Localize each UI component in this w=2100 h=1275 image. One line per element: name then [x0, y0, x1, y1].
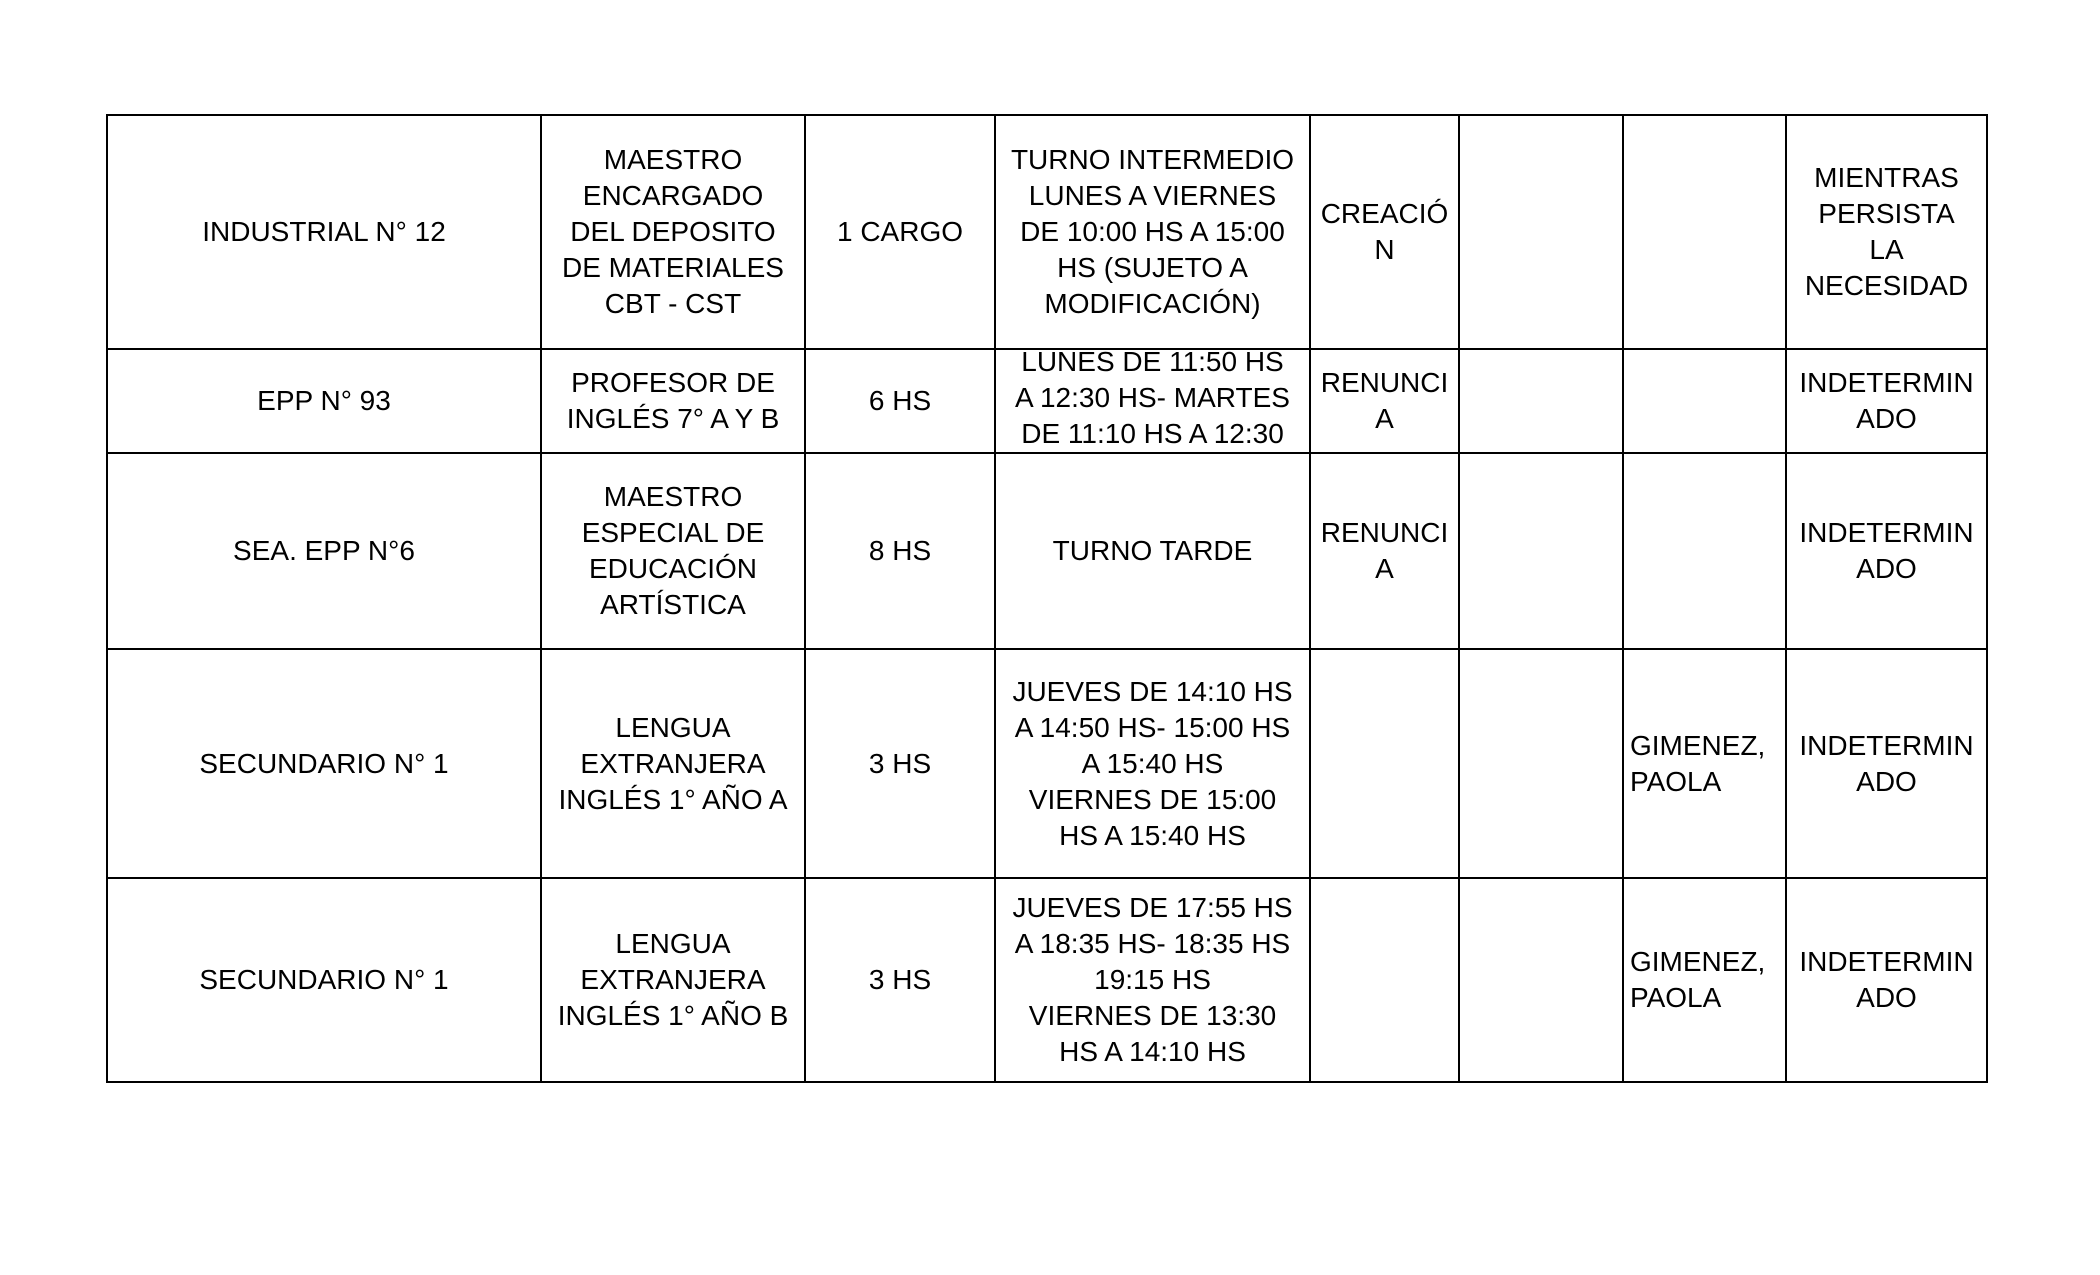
school-cell: SECUNDARIO N° 1	[107, 649, 541, 878]
schedule-cell: JUEVES DE 17:55 HS A 18:35 HS- 18:35 HS 19:15 HS VIERNES DE 13:30 HS A 14:10 HS	[995, 878, 1310, 1082]
load-cell: 6 HS	[805, 349, 995, 453]
empty-cell	[1459, 453, 1623, 649]
school-cell: EPP N° 93	[107, 349, 541, 453]
reason-cell	[1310, 878, 1459, 1082]
table-row	[107, 349, 1987, 453]
position-cell: PROFESOR DE INGLÉS 7° A Y B	[541, 349, 805, 453]
duration-cell: INDETERMIN ADO	[1786, 453, 1987, 649]
empty-cell	[1459, 878, 1623, 1082]
schedule-cell: JUEVES DE 14:10 HS A 14:50 HS- 15:00 HS A 15:40 HS VIERNES DE 15:00 HS A 15:40 HS	[995, 649, 1310, 878]
school-cell: INDUSTRIAL N° 12	[107, 115, 541, 349]
reason-cell	[1310, 649, 1459, 878]
position-cell: MAESTRO ENCARGADO DEL DEPOSITO DE MATERIALES CBT - CST	[541, 115, 805, 349]
teacher-cell	[1623, 115, 1786, 349]
empty-cell	[1459, 115, 1623, 349]
load-cell: 1 CARGO	[805, 115, 995, 349]
schedule-cell: TURNO INTERMEDIO LUNES A VIERNES DE 10:00 HS A 15:00 HS (SUJETO A MODIFICACIÓN)	[995, 115, 1310, 349]
reason-cell: RENUNCI A	[1310, 453, 1459, 649]
schedule-cell: TURNO TARDE	[995, 453, 1310, 649]
table-row	[107, 115, 1987, 349]
duration-cell: MIENTRAS PERSISTA LA NECESIDAD	[1786, 115, 1987, 349]
duration-cell: INDETERMIN ADO	[1786, 878, 1987, 1082]
reason-cell: RENUNCI A	[1310, 349, 1459, 453]
position-cell: LENGUA EXTRANJERA INGLÉS 1° AÑO A	[541, 649, 805, 878]
vacancy-table	[106, 114, 1988, 1083]
reason-cell: CREACIÓ N	[1310, 115, 1459, 349]
table-row	[107, 453, 1987, 649]
school-cell: SECUNDARIO N° 1	[107, 878, 541, 1082]
position-cell: LENGUA EXTRANJERA INGLÉS 1° AÑO B	[541, 878, 805, 1082]
load-cell: 8 HS	[805, 453, 995, 649]
table-row	[107, 649, 1987, 878]
schedule-text: LUNES DE 11:50 HS A 12:30 HS- MARTES DE 11:10 HS A 12:30	[1015, 349, 1290, 449]
table-row	[107, 878, 1987, 1082]
load-cell: 3 HS	[805, 649, 995, 878]
empty-cell	[1459, 349, 1623, 453]
position-cell: MAESTRO ESPECIAL DE EDUCACIÓN ARTÍSTICA	[541, 453, 805, 649]
duration-cell: INDETERMIN ADO	[1786, 649, 1987, 878]
school-cell: SEA. EPP N°6	[107, 453, 541, 649]
load-cell: 3 HS	[805, 878, 995, 1082]
schedule-cell	[995, 349, 1310, 453]
empty-cell	[1459, 649, 1623, 878]
teacher-cell	[1623, 453, 1786, 649]
teacher-cell: GIMENEZ, PAOLA	[1623, 878, 1786, 1082]
teacher-cell: GIMENEZ, PAOLA	[1623, 649, 1786, 878]
duration-cell: INDETERMIN ADO	[1786, 349, 1987, 453]
teacher-cell	[1623, 349, 1786, 453]
